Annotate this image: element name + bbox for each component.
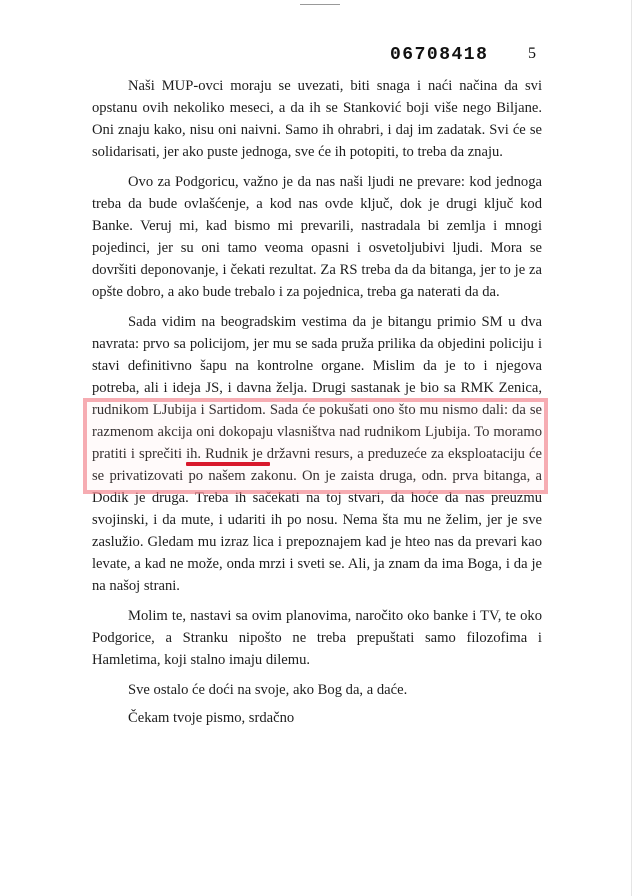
highlight-box: [83, 398, 548, 494]
paragraph: Naši MUP-ovci moraju se uvezati, biti snaga i naći načina da svi opstanu ovih nekoliko meseci, a da ih se Stanković boji više nego Biljane. Oni znaju kako, nisu oni naivni. Samo ih ohrabri, i daj im zadatak. Svi će se solidarisati, jer ako puste jednoga, sve će ih potopiti, to treba da znaju.: [92, 78, 542, 160]
paragraph: Sve ostalo će doći na svoje, ako Bog da, a daće.: [128, 682, 408, 698]
underline-mark: [186, 462, 270, 466]
document-number: 06708418: [390, 45, 489, 65]
page-number: 5: [528, 45, 536, 62]
scan-top-mark: [300, 0, 340, 5]
closing-line: Čekam tvoje pismo, srdačno: [128, 710, 295, 726]
paragraph: Ovo za Podgoricu, važno je da nas naši ljudi ne prevare: kod jednoga treba da bude ovlašćenje, a kod nas ovde ključ, dok je drugi ključ kod Banke. Veruj mi, kad bismo mi prevarili, nastradala bi zemlja i mnogi pojedinci, jer su oni tamo veoma opasni i osvetoljubivi ljudi. Mora se dovršiti deponovanje, i čekati rezultat. Za RS treba da da bitanga, jer to je za opšte dobro, a ako bude trebalo i za pojednica, treba ga naterati da da.: [92, 174, 542, 300]
paragraph: Sada vidim na beogradskim vestima da je bitangu primio SM u dva navrata: prvo sa policijom, jer mu se sada pruža prilika da objedini policiju i stavi definitivno šapu na kontrolne organe. Mislim da je to i njegova potreba, ali i ideja JS, i davna želja. Drugi sastanak je bio sa RMK Zenica, rudnikom LJubija i Sartidom. Sada će pokušati ono što mu nismo dali: da se razmenom akcija oni dokopaju vlasništva nad rudnikom Ljubija. To moramo pratiti i sprečiti ih. Rudnik je državni resurs, a preduzeće za eksploataciju će se privatizovati po našem zakonu. On je zaista druga, odn. prva bitanga, a Dodik je druga. Treba ih sačekati na toj stvari, da hoće da nas preuzmu svojinski, i da mute, i udariti ih po nosu. Nema šta mu ne želim, jer je sve zaslužio. Gledam mu izraz lica i prepoznajem kad je hteo nas da prevari kao levate, a kad ne može, onda mrzi i sveti se. Ali, ja znam da ima Boga, i da je na našoj strani.: [92, 314, 542, 594]
paragraph: Molim te, nastavi sa ovim planovima, naročito oko banke i TV, te oko Podgorice, a Stranku nipošto ne treba prepuštati samo filozofima i Hamletima, koji stalno imaju dilemu.: [92, 608, 542, 668]
